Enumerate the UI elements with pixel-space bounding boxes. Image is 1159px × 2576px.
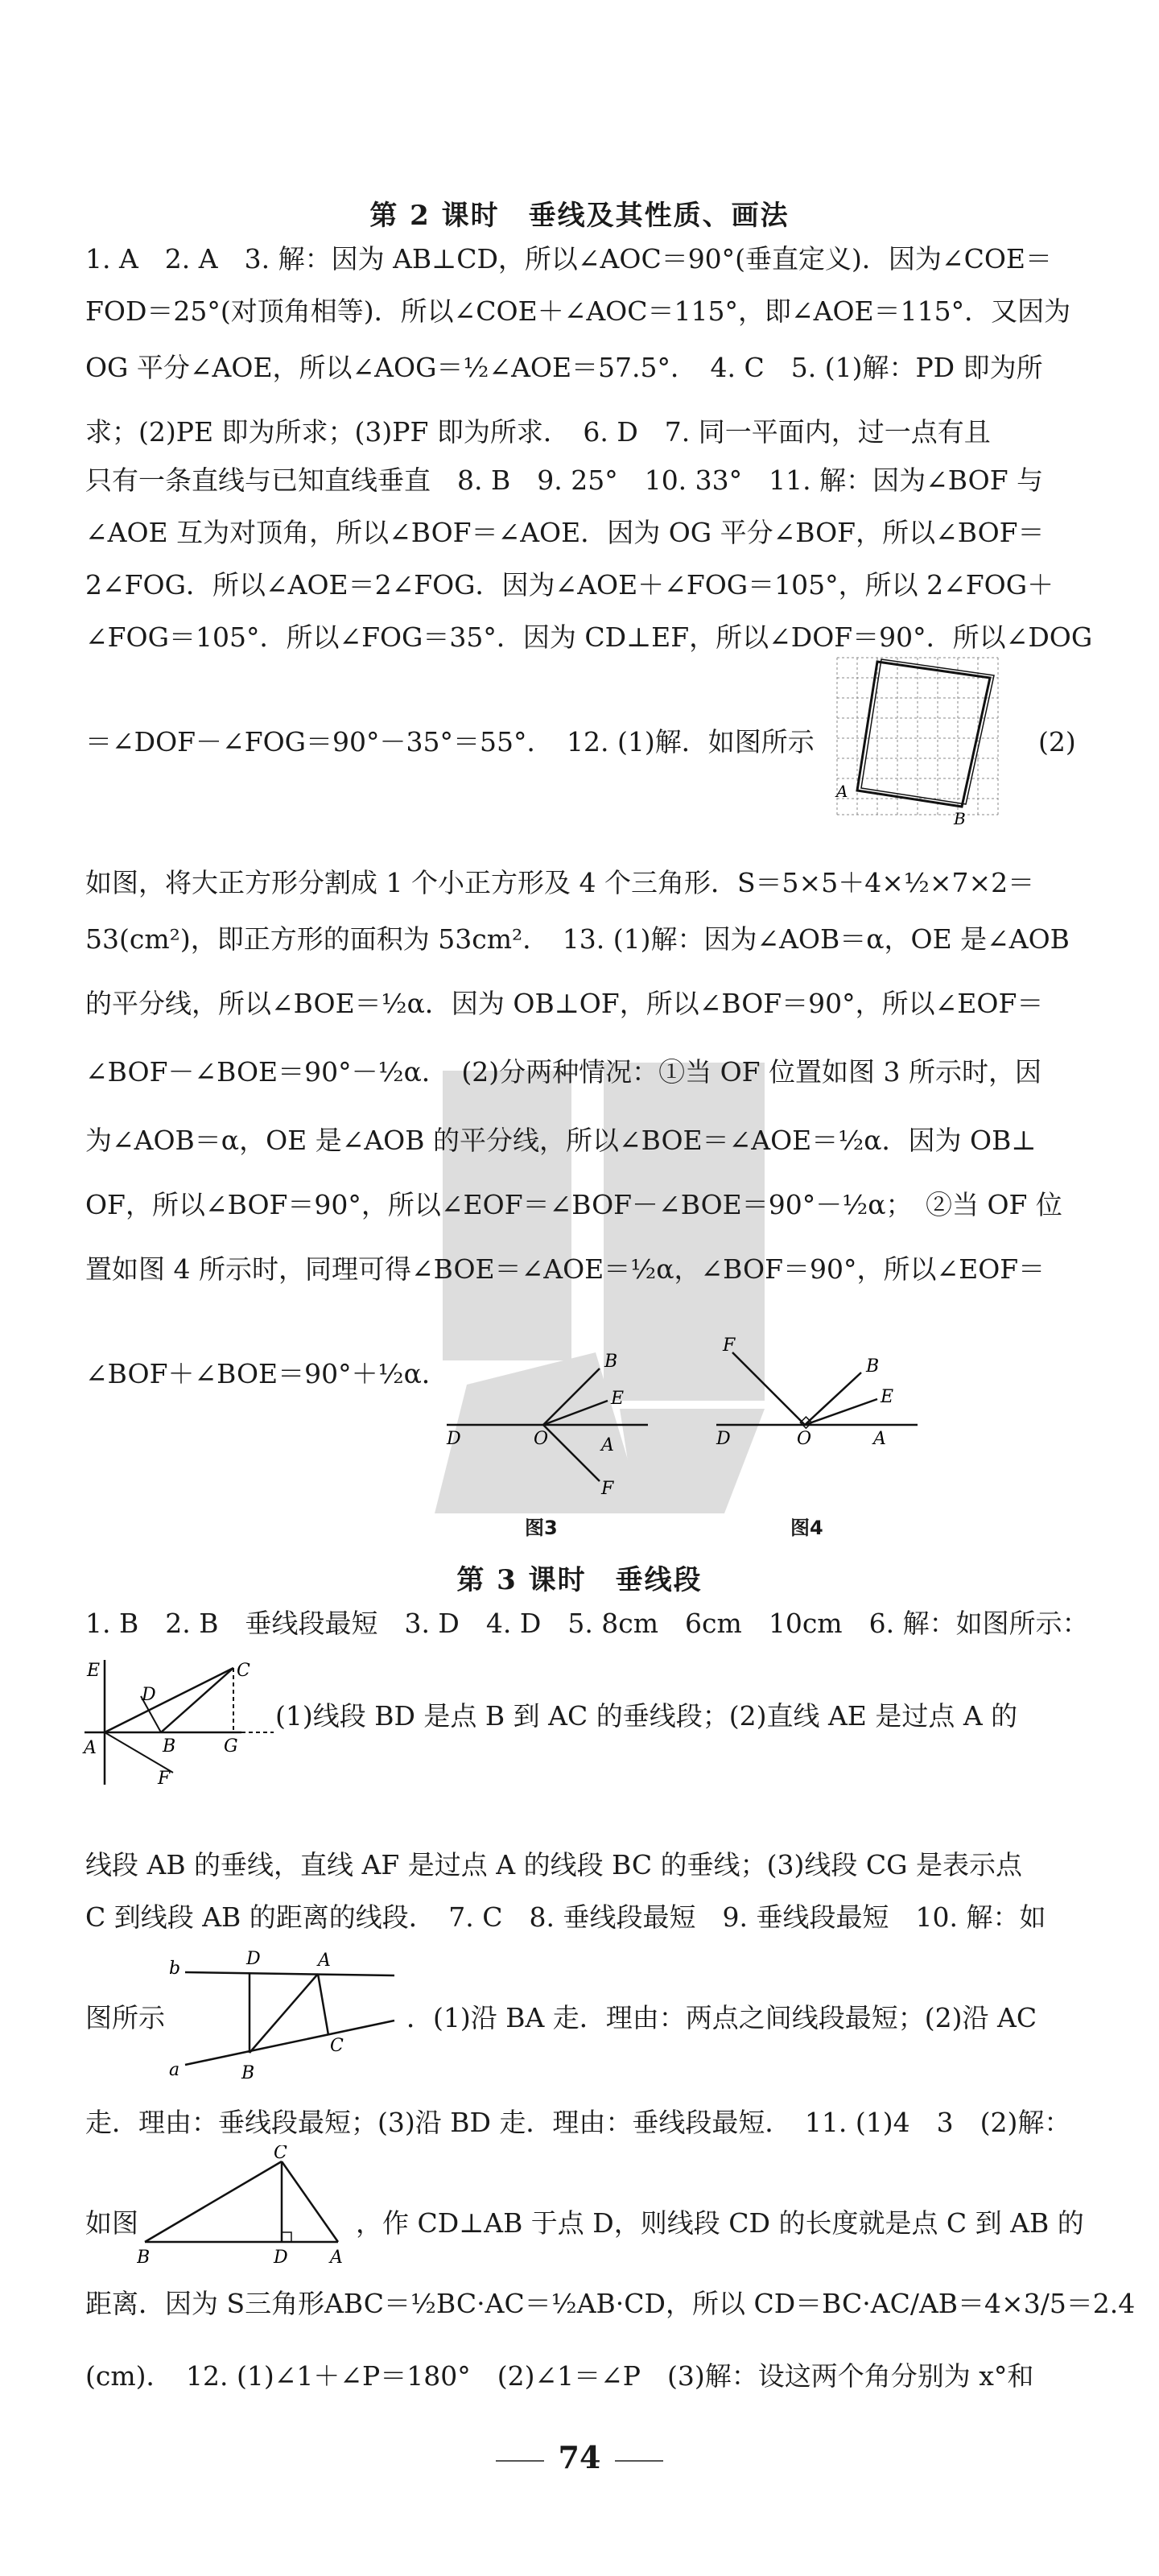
svg-text:E: E bbox=[87, 1661, 101, 1681]
figure-3-caption: 图3 bbox=[525, 1517, 558, 1539]
svg-text:D: D bbox=[716, 1429, 731, 1449]
svg-text:A: A bbox=[601, 1435, 614, 1455]
text-line: OG 平分∠AOE，所以∠AOG＝½∠AOE＝57.5°． 4. C 5. (1)解：PD 即为所 bbox=[85, 352, 1043, 383]
text-line: 2∠FOG．所以∠AOE＝2∠FOG．因为∠AOE＋∠FOG＝105°，所以 2∠FOG＋ bbox=[85, 569, 1054, 601]
svg-text:E: E bbox=[611, 1389, 625, 1409]
svg-text:D: D bbox=[246, 1949, 261, 1969]
text-line: 走．理由：垂线段最短；(3)沿 BD 走．理由：垂线段最短． 11. (1)4 3 (2)解： bbox=[85, 2107, 1071, 2138]
text-line: FOD＝25°(对顶角相等)．所以∠COE＋∠AOC＝115°，即∠AOE＝115°．又因为 bbox=[85, 295, 1071, 327]
svg-text:A: A bbox=[873, 1429, 886, 1449]
text-line: ∠AOE 互为对顶角，所以∠BOF＝∠AOE．因为 OG 平分∠BOF，所以∠BOF＝ bbox=[85, 517, 1045, 548]
q6-figure bbox=[80, 1652, 274, 1789]
svg-text:F: F bbox=[723, 1336, 736, 1356]
text-line: ＝∠DOF－∠FOG＝90°－35°＝55°． 12. (1)解．如图所示 bbox=[85, 726, 815, 758]
svg-text:D: D bbox=[447, 1429, 461, 1449]
svg-text:F: F bbox=[601, 1479, 614, 1497]
figure-3 bbox=[439, 1336, 664, 1497]
text-line: 线段 AB 的垂线，直线 AF 是过点 A 的线段 BC 的垂线；(3)线段 CG 是表示点 bbox=[85, 1849, 1023, 1880]
svg-text:B: B bbox=[137, 2248, 151, 2266]
svg-text:B: B bbox=[604, 1352, 618, 1372]
text-line: (cm)． 12. (1)∠1＋∠P＝180° (2)∠1＝∠P (3)解：设这两个角分别为 x°和 bbox=[85, 2360, 1034, 2392]
svg-text:a: a bbox=[169, 2060, 180, 2080]
svg-text:A: A bbox=[836, 782, 848, 801]
svg-text:B: B bbox=[866, 1356, 880, 1377]
text-line: 如图，将大正方形分割成 1 个小正方形及 4 个三角形．S＝5×5＋4×½×7×2＝ bbox=[85, 867, 1035, 898]
svg-text:A: A bbox=[84, 1738, 97, 1758]
text-line: 的平分线，所以∠BOE＝½α．因为 OB⊥OF，所以∠BOF＝90°，所以∠EOF＝ bbox=[85, 988, 1044, 1019]
svg-text:b: b bbox=[169, 1959, 181, 1979]
text-line: ．(1)沿 BA 走．理由：两点之间线段最短；(2)沿 AC bbox=[406, 2002, 1037, 2033]
section3-heading: 第 3 课时 垂线段 bbox=[456, 1564, 703, 1596]
section2-heading: 第 2 课时 垂线及其性质、画法 bbox=[369, 200, 790, 232]
q10-figure bbox=[169, 1940, 402, 2085]
text-line: 只有一条直线与已知直线垂直 8. B 9. 25° 10. 33° 11. 解：因为∠BOF 与 bbox=[85, 464, 1044, 496]
svg-text:C: C bbox=[274, 2145, 287, 2163]
svg-text:G: G bbox=[224, 1736, 238, 1757]
figure-4 bbox=[708, 1336, 934, 1497]
svg-text:F: F bbox=[158, 1769, 171, 1789]
svg-text:O: O bbox=[797, 1429, 812, 1449]
text-line: 1. B 2. B 垂线段最短 3. D 4. D 5. 8cm 6cm 10cm 6. 解：如图所示： bbox=[85, 1608, 1089, 1639]
svg-text:B: B bbox=[163, 1736, 176, 1757]
text-line: 距离．因为 S三角形ABC＝½BC·AC＝½AB·CD，所以 CD＝BC·AC/AB＝4×3/5＝2.4 bbox=[85, 2288, 1136, 2319]
grid-square-figure bbox=[833, 654, 1006, 827]
q11-figure bbox=[137, 2145, 354, 2266]
text-line: ∠BOF＋∠BOE＝90°＋½α． bbox=[85, 1358, 448, 1389]
figure-4-caption: 图4 bbox=[790, 1517, 823, 1539]
text-line: (1)线段 BD 是点 B 到 AC 的垂线段；(2)直线 AE 是过点 A 的 bbox=[275, 1700, 1018, 1732]
svg-text:D: D bbox=[274, 2248, 288, 2266]
text-line: ∠BOF－∠BOE＝90°－½α． (2)分两种情况：①当 OF 位置如图 3 所示时，因 bbox=[85, 1056, 1042, 1088]
svg-text:O: O bbox=[534, 1429, 549, 1449]
text-line: 为∠AOB＝α，OE 是∠AOB 的平分线，所以∠BOE＝∠AOE＝½α．因为 OB⊥ bbox=[85, 1125, 1037, 1156]
svg-text:B: B bbox=[954, 809, 966, 827]
text-line: ，作 CD⊥AB 于点 D，则线段 CD 的长度就是点 C 到 AB 的 bbox=[356, 2207, 1084, 2239]
svg-text:B: B bbox=[241, 2063, 255, 2083]
text-line: OF，所以∠BOF＝90°，所以∠EOF＝∠BOF－∠BOE＝90°－½α； ②当 OF 位 bbox=[85, 1189, 1062, 1220]
text-line: ∠FOG＝105°．所以∠FOG＝35°．因为 CD⊥EF，所以∠DOF＝90°．所以∠DOG bbox=[85, 621, 1093, 653]
text-line: (2) bbox=[1038, 726, 1076, 758]
text-line: 如图 bbox=[85, 2207, 138, 2239]
page-number-value: 74 bbox=[558, 2439, 601, 2475]
svg-text:D: D bbox=[142, 1685, 156, 1705]
text-line: 53(cm²)，即正方形的面积为 53cm²． 13. (1)解：因为∠AOB＝α，OE 是∠AOB bbox=[85, 923, 1070, 955]
text-line: 置如图 4 所示时，同理可得∠BOE＝∠AOE＝½α，∠BOF＝90°，所以∠EOF＝ bbox=[85, 1253, 1046, 1285]
svg-text:A: A bbox=[318, 1951, 331, 1971]
svg-text:C: C bbox=[330, 2036, 344, 2056]
text-line: 图所示 bbox=[85, 2002, 165, 2033]
text-line: 求；(2)PE 即为所求；(3)PF 即为所求． 6. D 7. 同一平面内，过一点有且 bbox=[85, 416, 991, 448]
page-number bbox=[0, 2439, 1159, 2475]
text-line: 1. A 2. A 3. 解：因为 AB⊥CD，所以∠AOC＝90°(垂直定义)．因为∠COE＝ bbox=[85, 243, 1052, 275]
svg-text:E: E bbox=[881, 1387, 894, 1407]
svg-text:C: C bbox=[237, 1661, 250, 1681]
svg-text:A: A bbox=[330, 2248, 343, 2266]
text-line: C 到线段 AB 的距离的线段． 7. C 8. 垂线段最短 9. 垂线段最短 10. 解：如 bbox=[85, 1901, 1046, 1933]
